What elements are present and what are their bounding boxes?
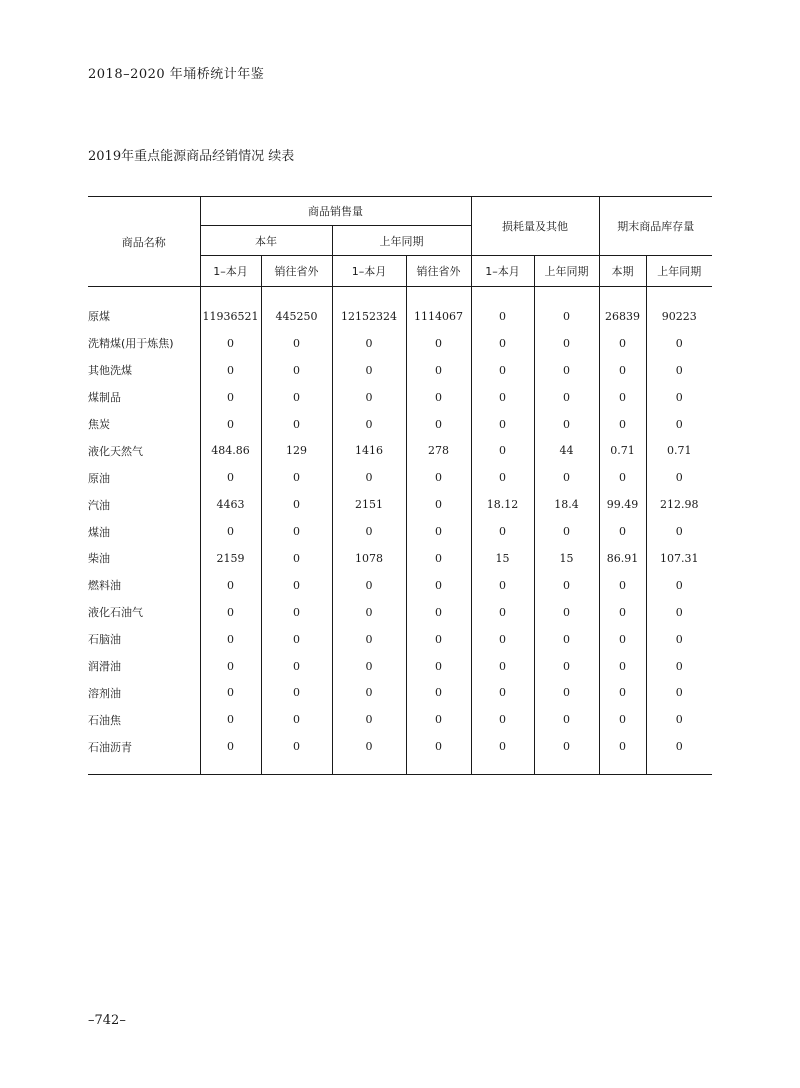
value-cell: 0 [406, 706, 471, 733]
product-name-cell: 燃料油 [88, 579, 121, 593]
value-cell: 0 [406, 491, 471, 518]
table-row [88, 518, 712, 545]
table-row [88, 545, 712, 572]
value-cell: 0 [471, 464, 534, 491]
value-cell: 0 [261, 464, 332, 491]
value-cell: 4463 [200, 491, 261, 518]
product-name-cell: 原油 [88, 471, 110, 485]
value-cell: 0 [471, 384, 534, 411]
value-cell: 1114067 [406, 303, 471, 330]
table-row [88, 303, 712, 330]
value-cell: 0 [200, 572, 261, 599]
value-cell: 0.71 [646, 437, 712, 464]
value-cell: 0 [599, 653, 646, 680]
value-cell: 0 [406, 626, 471, 653]
value-cell: 0 [200, 626, 261, 653]
energy-sales-table [88, 196, 712, 775]
value-cell: 0 [406, 384, 471, 411]
value-cell: 0 [471, 330, 534, 357]
value-cell: 0 [406, 545, 471, 572]
value-cell: 0 [261, 626, 332, 653]
value-cell: 0 [406, 679, 471, 706]
value-cell: 0 [261, 545, 332, 572]
value-cell: 0 [471, 518, 534, 545]
value-cell: 0 [406, 653, 471, 680]
product-name-cell: 煤制品 [88, 391, 121, 405]
table-row [88, 384, 712, 411]
value-cell: 0 [332, 706, 406, 733]
value-cell: 0 [406, 357, 471, 384]
sub-header-cell: 本期 [599, 256, 646, 287]
value-cell: 0 [534, 464, 599, 491]
value-cell: 2151 [332, 491, 406, 518]
value-cell: 99.49 [599, 491, 646, 518]
value-cell: 44 [534, 437, 599, 464]
value-cell: 0 [261, 653, 332, 680]
value-cell: 0 [534, 357, 599, 384]
value-cell: 0 [599, 330, 646, 357]
table-row [88, 411, 712, 438]
value-cell: 0 [534, 330, 599, 357]
value-cell: 0.71 [599, 437, 646, 464]
value-cell: 212.98 [646, 491, 712, 518]
value-cell: 15 [534, 545, 599, 572]
value-cell: 11936521 [200, 303, 261, 330]
header-this-year: 本年 [200, 226, 332, 256]
product-name-cell: 汽油 [88, 498, 110, 512]
value-cell: 0 [646, 464, 712, 491]
sub-header-cell: 上年同期 [534, 256, 599, 287]
table-body [88, 287, 712, 775]
value-cell: 0 [261, 572, 332, 599]
value-cell: 0 [646, 599, 712, 626]
value-cell: 0 [646, 679, 712, 706]
value-cell: 0 [599, 384, 646, 411]
value-cell: 0 [332, 572, 406, 599]
table-row [88, 330, 712, 357]
value-cell: 0 [332, 330, 406, 357]
value-cell: 0 [646, 653, 712, 680]
table-row [88, 733, 712, 760]
value-cell: 0 [261, 491, 332, 518]
value-cell: 0 [599, 599, 646, 626]
value-cell: 0 [200, 679, 261, 706]
value-cell: 0 [599, 679, 646, 706]
table-row [88, 491, 712, 518]
value-cell: 0 [200, 357, 261, 384]
value-cell: 0 [332, 464, 406, 491]
sub-header-cell: 销往省外 [406, 256, 471, 287]
value-cell: 0 [406, 411, 471, 438]
value-cell: 445250 [261, 303, 332, 330]
value-cell: 0 [332, 411, 406, 438]
value-cell: 0 [471, 599, 534, 626]
header-last-year-same-period: 上年同期 [332, 226, 471, 256]
value-cell: 2159 [200, 545, 261, 572]
product-name-cell: 石油沥青 [88, 740, 132, 754]
value-cell: 0 [200, 733, 261, 760]
value-cell: 0 [534, 626, 599, 653]
value-cell: 0 [200, 330, 261, 357]
value-cell: 0 [261, 679, 332, 706]
product-name-cell: 石油焦 [88, 713, 121, 727]
value-cell: 0 [200, 518, 261, 545]
value-cell: 0 [471, 357, 534, 384]
value-cell: 0 [406, 599, 471, 626]
value-cell: 0 [534, 679, 599, 706]
value-cell: 0 [599, 464, 646, 491]
sub-header-cell: 1–本月 [332, 256, 406, 287]
table-row [88, 599, 712, 626]
value-cell: 0 [599, 733, 646, 760]
value-cell: 0 [261, 411, 332, 438]
value-cell: 0 [332, 733, 406, 760]
value-cell: 0 [332, 357, 406, 384]
header-sales-volume: 商品销售量 [200, 197, 471, 226]
value-cell: 0 [646, 626, 712, 653]
value-cell: 0 [406, 572, 471, 599]
value-cell: 0 [471, 437, 534, 464]
value-cell: 0 [534, 303, 599, 330]
value-cell: 107.31 [646, 545, 712, 572]
value-cell: 0 [471, 679, 534, 706]
header-ending-inventory: 期末商品库存量 [599, 197, 712, 256]
value-cell: 0 [599, 518, 646, 545]
product-name-cell: 润滑油 [88, 660, 121, 674]
value-cell: 0 [646, 706, 712, 733]
value-cell: 0 [200, 464, 261, 491]
value-cell: 0 [406, 464, 471, 491]
value-cell: 0 [599, 706, 646, 733]
value-cell: 0 [200, 599, 261, 626]
value-cell: 0 [646, 572, 712, 599]
sub-header-cell: 销往省外 [261, 256, 332, 287]
value-cell: 0 [599, 572, 646, 599]
value-cell: 1078 [332, 545, 406, 572]
product-name-cell: 原煤 [88, 310, 110, 324]
value-cell: 0 [332, 653, 406, 680]
sub-header-cell: 1–本月 [471, 256, 534, 287]
value-cell: 0 [646, 733, 712, 760]
value-cell: 484.86 [200, 437, 261, 464]
table-row [88, 572, 712, 599]
value-cell: 0 [406, 733, 471, 760]
table-row [88, 626, 712, 653]
value-cell: 0 [471, 626, 534, 653]
header-loss-and-other: 损耗量及其他 [471, 197, 599, 256]
value-cell: 0 [471, 303, 534, 330]
value-cell: 0 [261, 330, 332, 357]
product-name-cell: 柴油 [88, 552, 110, 566]
value-cell: 90223 [646, 303, 712, 330]
value-cell: 0 [599, 626, 646, 653]
value-cell: 278 [406, 437, 471, 464]
value-cell: 0 [332, 384, 406, 411]
sub-header-cell: 上年同期 [646, 256, 712, 287]
value-cell: 0 [200, 384, 261, 411]
value-cell: 0 [332, 599, 406, 626]
value-cell: 18.12 [471, 491, 534, 518]
value-cell: 0 [406, 330, 471, 357]
value-cell: 0 [534, 572, 599, 599]
value-cell: 0 [534, 733, 599, 760]
table-spacer-row [88, 287, 712, 304]
value-cell: 0 [471, 572, 534, 599]
value-cell: 0 [471, 411, 534, 438]
value-cell: 0 [646, 357, 712, 384]
value-cell: 86.91 [599, 545, 646, 572]
product-name-cell: 洗精煤(用于炼焦) [88, 337, 174, 351]
value-cell: 0 [534, 706, 599, 733]
value-cell: 18.4 [534, 491, 599, 518]
value-cell: 15 [471, 545, 534, 572]
product-name-cell: 焦炭 [88, 418, 110, 431]
value-cell: 0 [534, 653, 599, 680]
value-cell: 0 [534, 599, 599, 626]
table-title: 2019年重点能源商品经销情况 续表 [88, 149, 295, 164]
table-row [88, 437, 712, 464]
running-head: 2018–2020 年埇桥统计年鉴 [88, 67, 265, 82]
value-cell: 0 [471, 706, 534, 733]
value-cell: 0 [471, 733, 534, 760]
header-product-name: 商品名称 [88, 197, 200, 287]
value-cell: 0 [534, 518, 599, 545]
value-cell: 0 [646, 330, 712, 357]
value-cell: 0 [599, 357, 646, 384]
page-number: –742– [88, 1013, 126, 1028]
value-cell: 0 [332, 626, 406, 653]
value-cell: 129 [261, 437, 332, 464]
value-cell: 0 [261, 384, 332, 411]
value-cell: 0 [261, 518, 332, 545]
sub-header-cell: 1–本月 [200, 256, 261, 287]
product-name-cell: 其他洗煤 [88, 364, 132, 378]
value-cell: 0 [471, 653, 534, 680]
value-cell: 0 [261, 733, 332, 760]
product-name-cell: 煤油 [88, 525, 110, 539]
value-cell: 0 [332, 679, 406, 706]
product-name-cell: 石脑油 [88, 633, 121, 647]
value-cell: 0 [534, 384, 599, 411]
product-name-cell: 溶剂油 [88, 686, 121, 700]
value-cell: 0 [646, 384, 712, 411]
value-cell: 0 [200, 706, 261, 733]
value-cell: 0 [534, 411, 599, 438]
product-name-cell: 液化天然气 [88, 444, 143, 458]
table-row [88, 679, 712, 706]
value-cell: 0 [406, 518, 471, 545]
table-row [88, 706, 712, 733]
table-header [88, 197, 712, 287]
value-cell: 12152324 [332, 303, 406, 330]
value-cell: 0 [261, 357, 332, 384]
value-cell: 1416 [332, 437, 406, 464]
value-cell: 0 [200, 411, 261, 438]
table-end-row [88, 760, 712, 775]
value-cell: 0 [200, 653, 261, 680]
table-row [88, 464, 712, 491]
value-cell: 0 [332, 518, 406, 545]
value-cell: 0 [599, 411, 646, 438]
value-cell: 0 [646, 411, 712, 438]
table-row [88, 653, 712, 680]
table-row [88, 357, 712, 384]
value-cell: 0 [261, 706, 332, 733]
value-cell: 26839 [599, 303, 646, 330]
value-cell: 0 [261, 599, 332, 626]
product-name-cell: 液化石油气 [88, 606, 143, 620]
value-cell: 0 [646, 518, 712, 545]
